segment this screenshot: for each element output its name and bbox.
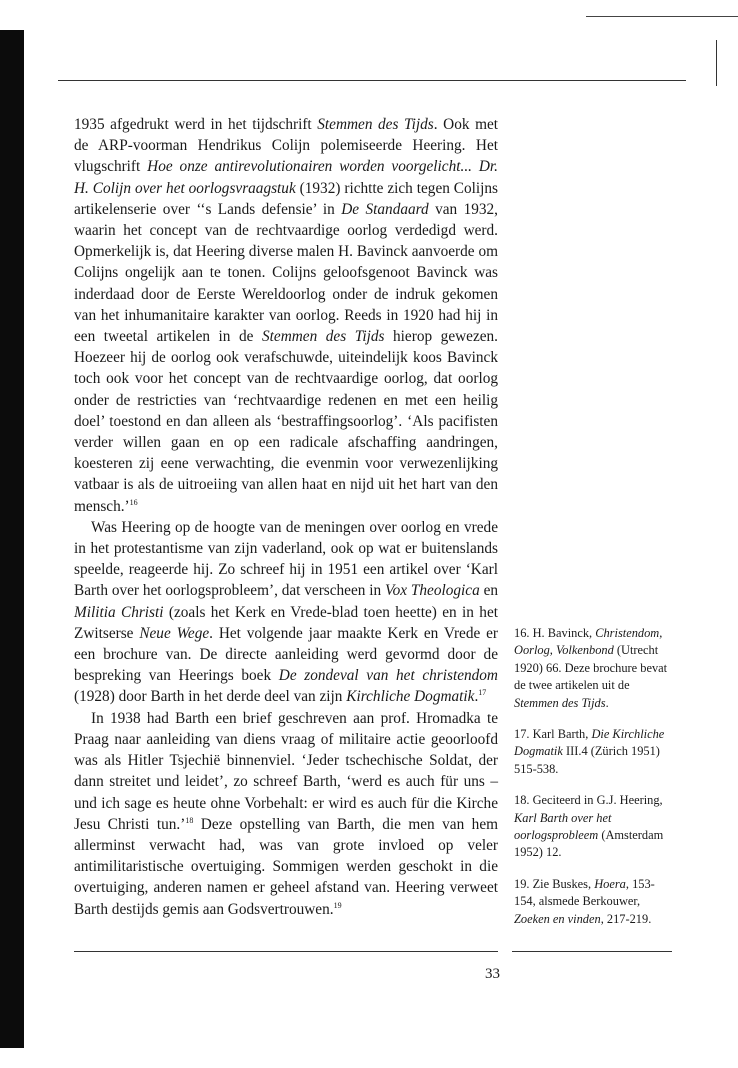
footnote-19 xyxy=(514,876,676,928)
text-run: (Utrecht 1920) 66. Deze brochure bevat de twee artikelen uit de xyxy=(514,643,668,693)
text-run: . xyxy=(474,688,479,706)
text-run: van 1932, waarin het concept van de rechtvaardige oorlog verdedigd werd. Opmerkelijk is, dat Heering diverse malen H. Bavinck aanvoerde om Colijns ongelijk aan te tonen. Colijns geloofsgenoot Bavinck was inderdaad door de Eerste Wereldoorlog onder de indruk gekomen van het inhumanitaire karakter van oorlog. Reeds in 1920 had hij in een tweetal artikelen in de xyxy=(74,200,498,346)
italic-text: Vox Theologica xyxy=(384,582,480,600)
scan-edge-bar xyxy=(0,30,24,1048)
italic-text: Karl Barth over het oorlogsprobleem xyxy=(514,810,612,843)
text-run: (1928) door Barth in het derde deel van zijn xyxy=(74,688,347,706)
page-number: 33 xyxy=(485,966,500,982)
paragraph-1 xyxy=(74,114,498,517)
footnotes-column xyxy=(514,625,676,942)
footnote-ref: 17 xyxy=(478,688,487,698)
italic-text: Hoera xyxy=(594,876,626,891)
text-run: III.4 (Zürich 1951) 515-538. xyxy=(514,744,660,776)
text-run: 17. Karl Barth, xyxy=(514,727,592,742)
text-run: . Het volgende jaar maakte Kerk en Vrede er een brochure van. De directe aanleiding werd gevormd door de bespreking van Heerings boek xyxy=(74,624,498,685)
italic-text: De Standaard xyxy=(341,200,429,218)
footer-rule-right xyxy=(512,951,672,952)
text-run: hierop gewezen. Hoezeer hij de oorlog ook verafschuwde, uiteindelijk koos Bavinck toch ook voor het concept van de rechtvaardige oorlog, dat oorlog onder de restricties van ‘rechtvaardige redenen en met een heilig doel’ toestond en dan alleen als ‘bestraffingsoorlog’. ‘Als pacifisten verder willen gaan en op een radicale afschaffing aandringen, koesteren zij eene verwachting, die evenmin voor verwezenlijking vatbaar is als de uitroeiing van allen haat en nijd uit het hart van den mensch.’ xyxy=(74,328,498,515)
footer-rule-left xyxy=(74,951,498,952)
footnote-ref: 18 xyxy=(185,815,194,825)
text-run: (1932) richtte zich tegen Colijns artikelenserie over ‘‘s Lands defensie’ in xyxy=(74,179,498,218)
header-rule xyxy=(58,80,686,81)
footnote-18 xyxy=(514,792,676,862)
italic-text: Stemmen des Tijds xyxy=(514,695,606,710)
italic-text: Kirchliche Dogmatik xyxy=(346,688,475,706)
italic-text: Hoe onze antirevolutionairen worden voorgelicht... Dr. H. Colijn over het oorlogsvraagstuk xyxy=(74,158,498,197)
footnote-17 xyxy=(514,726,676,778)
text-run: (zoals het Kerk en Vrede-blad toen heette) en in het Zwitserse xyxy=(74,603,498,642)
text-run: (Amsterdam 1952) 12. xyxy=(514,828,664,860)
top-right-rule xyxy=(586,16,738,17)
text-run: In 1938 had Barth een brief geschreven aan prof. Hromadka te Praag naar aanleiding van diens vraag of militaire actie geoorloofd was als Hitler Tsjechië binnenviel. ‘Jeder tschechische Soldat, der dann streitet und leidet’, zo schreef Barth, ‘werd es auch für uns – und ich sage es heute ohne Vorbehalt: er wird es auch für die Kirche Jesu Christi tun.’ xyxy=(74,709,498,833)
italic-text: Militia Christi xyxy=(74,603,164,621)
text-run: , 153-154, alsmede Berkouwer, xyxy=(514,876,655,909)
text-run: Deze opstelling van Barth, die men van hem allerminst verwacht had, was van grote invloed op veler antimilitaristische overtuiging. Sommigen werden geschokt in die overtuiging, anderen namen er geheel afstand van. Heering verweet Barth destijds gemis aan Godsvertrouwen. xyxy=(74,815,499,918)
text-run: , 217-219. xyxy=(600,911,652,926)
text-run: Was Heering op de hoogte van de meningen over oorlog en vrede in het protestantisme van zijn vaderland, ook op wat er buitenslands speelde, reageerde hij. Zo schreef hij in 1951 een artikel over ‘Karl Barth over het oorlogsprobleem’, dat verscheen in xyxy=(74,518,498,600)
text-run: 19. Zie Buskes, xyxy=(514,876,595,891)
paragraph-2 xyxy=(74,517,498,708)
text-run: 1935 afgedrukt werd in het tijdschrift xyxy=(74,116,318,133)
text-run: en xyxy=(479,582,499,600)
footnote-ref: 16 xyxy=(129,497,138,507)
body-text xyxy=(74,114,498,920)
footnote-ref: 19 xyxy=(333,900,342,910)
italic-text: Die Kirchliche Dogmatik xyxy=(514,727,665,759)
paragraph-3 xyxy=(74,708,498,920)
italic-text: Stemmen des Tijds xyxy=(262,328,385,346)
text-run: 16. H. Bavinck, xyxy=(514,626,596,640)
text-run: . Ook met de ARP-voorman Hendrikus Colijn polemiseerde Heering. Het vlugschrift xyxy=(74,116,499,176)
text-run: 18. Geciteerd in G.J. Heering, xyxy=(514,793,663,808)
margin-tick xyxy=(716,40,717,86)
italic-text: Zoeken en vinden xyxy=(514,911,601,926)
footnote-16 xyxy=(514,625,676,712)
italic-text: Christendom, Oorlog, Volkenbond xyxy=(514,626,663,658)
italic-text: Neue Wege xyxy=(139,624,210,642)
italic-text: Stemmen des Tijds xyxy=(317,116,434,133)
text-run: . xyxy=(605,695,609,710)
italic-text: De zondeval van het christendom xyxy=(278,667,498,685)
